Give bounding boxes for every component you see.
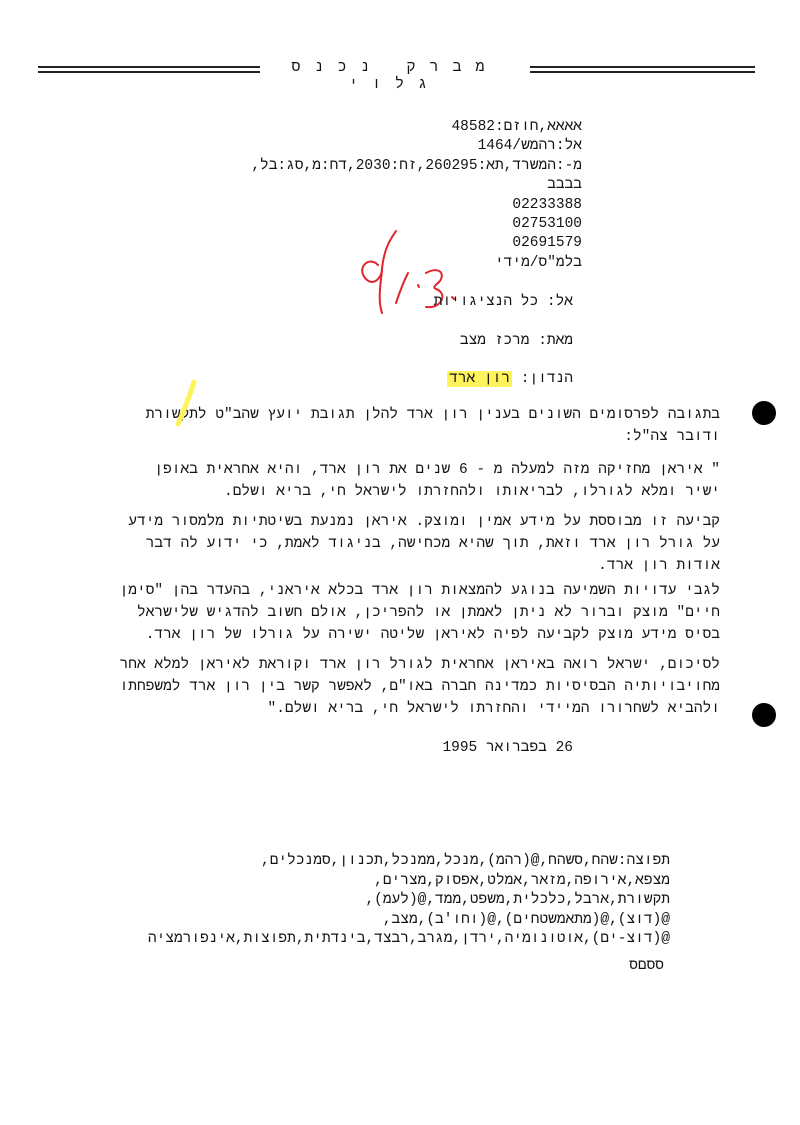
paragraph-3 <box>100 580 720 646</box>
highlight-mark <box>172 378 202 428</box>
binder-hole <box>752 703 776 727</box>
paragraph-1 <box>100 459 720 503</box>
body-line: על גורל רון ארד וזאת, תוך שהיא מכחישה, בניגוד לאמת, כי ידוע לה דבר <box>145 536 720 552</box>
distribution-block <box>110 852 670 950</box>
from-line: מאת: מרכז מצב <box>459 333 573 349</box>
to-line: אל: כל הנציגויות <box>433 294 573 310</box>
end-marker: ססםס <box>629 958 664 974</box>
date-line: 26 בפברואר 1995 <box>442 740 573 756</box>
body-line: קביעה זו מבוססת על מידע אמין ומוצק. איראן נמנעת בשיטתיות מלמסור מידע <box>128 514 720 530</box>
body-line: לגבי עדויות השמיעה בנוגע להמצאות רון ארד בכלא איראני, בהעדר בהן "סימן <box>119 583 720 599</box>
header-rule-right <box>530 66 755 68</box>
distribution-line: מצפא,אירופה,מזאר,אמלט,אפסוק,מצרים, <box>374 872 670 889</box>
routing-line: בלמ"ס/מידי <box>494 254 582 271</box>
distribution-line: @(דוצ-ים),אוטונומיה,ירדן,מגרב,רבצד,בינדתית,תפוצות,אינפורמציה <box>147 931 670 948</box>
routing-line: 02233388 <box>512 196 582 213</box>
body-line: בתגובה לפרסומים השונים בענין רון ארד להלן תגובת יועץ שהב"ט לתקשורת <box>145 407 720 423</box>
paragraph-2 <box>100 511 720 577</box>
body-line: ודובר צה"ל: <box>624 429 720 445</box>
routing-line: בבבב <box>547 177 582 194</box>
header-rule-left <box>38 66 260 68</box>
binder-hole <box>752 401 776 425</box>
body-line: מחויבויותיה הבסיסיות כמדינה חברה באו"ם, לאפשר קשר בין רון ארד למשפחתו <box>119 679 720 695</box>
body-line: אודות רון ארד. <box>598 558 720 574</box>
body-line: ולהביא לשחרורו המיידי והחזרתו לישראל חי, בריא ושלם." <box>267 701 720 717</box>
body-line: בסיס מידע מוצק לקביעה לפיה לאיראן שליטה ישירה על גורלו של רון ארד. <box>145 627 720 643</box>
routing-line: 02691579 <box>512 235 582 252</box>
distribution-line: @(דוצ),@(מתאמשטחים),@(וחו'ב),מצב, <box>382 911 670 928</box>
body-line: ישיר ומלא לגורלו, לבריאותו ולהחזרתו לישראל חי, בריא ושלם. <box>224 484 720 500</box>
subject-line <box>447 369 573 389</box>
routing-line: 02753100 <box>512 216 582 233</box>
routing-block <box>102 118 582 273</box>
distribution-line: תפוצה:שהח,סשהח,@(רהמ),מנכל,ממנכל,תכנון,סמנכלים, <box>261 853 670 869</box>
routing-line: אל:רהמש/1464 <box>477 138 582 155</box>
distribution-line: תקשורת,ארבל,כלכלית,משפט,ממד,@(לעמ), <box>365 892 670 909</box>
body-line: " איראן מחזיקה מזה למעלה מ - 6 שנים את רון ארד, והיא אחראית באופן <box>154 462 720 478</box>
subject-prefix: הנדון: <box>512 371 573 387</box>
body-line: חיים" מוצק וברור לא ניתן לאמתן או להפריכן, אולם חשוב להדגיש שלישראל <box>137 605 720 621</box>
banner-title: מברק נכנס גלוי <box>291 59 499 93</box>
subject-value: רון ארד <box>449 371 511 387</box>
routing-line: מ-:המשרד,תא:260295,זח:2030,דח:מ,סג:בל, <box>251 157 582 174</box>
paragraph-4 <box>100 654 720 720</box>
body-line: לסיכום, ישראל רואה באיראן אחראית לגורל רון ארד וקוראת לאיראן למלא אחר <box>119 657 720 673</box>
routing-line: אאאא,חוזם:48582 <box>451 119 582 135</box>
